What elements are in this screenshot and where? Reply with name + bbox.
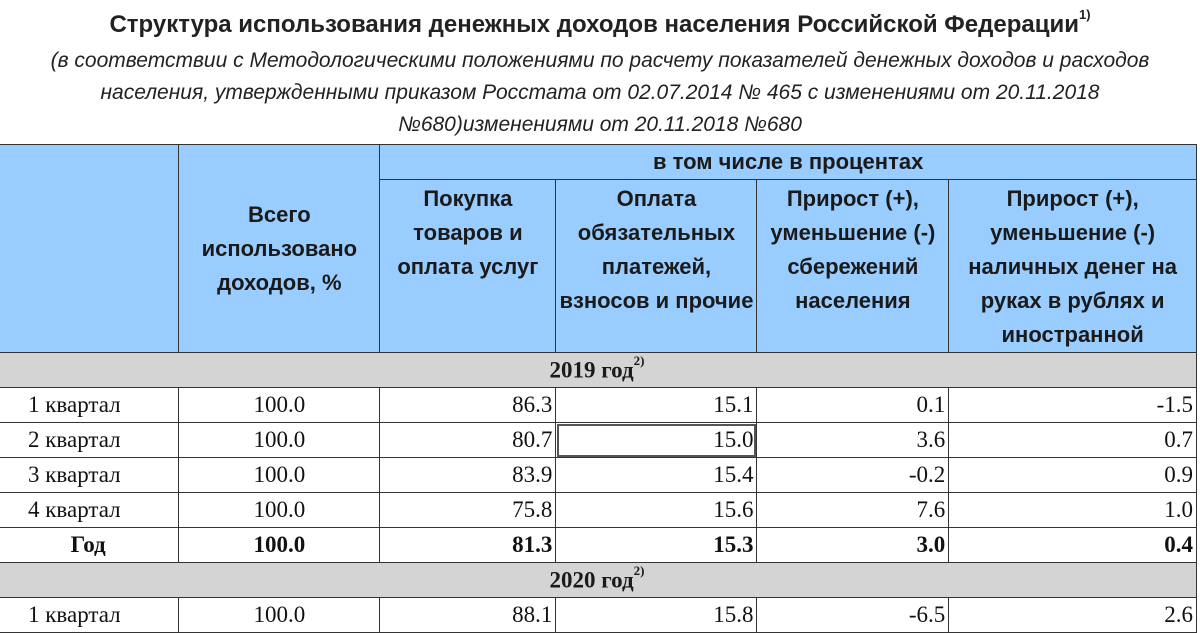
table-row-annual [0,528,1197,563]
year-row [0,353,1197,388]
year-label: 2020 год [549,567,634,593]
header-savings [757,180,949,353]
header-savings-text: Прирост (+), уменьшение (-) сбережений населения [770,186,936,313]
table-row [0,423,1197,458]
cell-savings: -0.2 [757,458,949,493]
cell-cash: 1.0 [949,493,1197,528]
income-structure-table [0,144,1197,633]
row-label: 1 квартал [0,598,179,633]
subtitle-line: №680)изменениями от 20.11.2018 №680 [398,113,802,136]
header-purchase-text: Покупка товаров и оплата услуг [397,186,539,279]
cell-cash: 0.4 [949,528,1197,563]
cell-total: 100.0 [179,528,380,563]
year-row [0,563,1197,598]
row-label: Год [0,528,179,563]
cell-purchase: 81.3 [380,528,556,563]
cell-payments-selected[interactable]: 15.0 [556,423,757,458]
header-cash [949,180,1197,353]
cell-payments: 15.3 [556,528,757,563]
subtitle-line: населения, утвержденными приказом Росстата от 02.07.2014 № 465 с изменениями от 20.11.2018 [100,81,1100,104]
subtitle-line: (в соответствии с Методологическими положениями по расчету показателей денежных доходов и расходов [50,49,1150,72]
cell-cash: -1.5 [949,388,1197,423]
cell-total: 100.0 [179,423,380,458]
cell-total: 100.0 [179,598,380,633]
table-row [0,388,1197,423]
title-text: Структура использования денежных доходов населения Российской Федерации [109,11,1079,38]
header-total [179,145,380,353]
cell-total: 100.0 [179,388,380,423]
year-cell [0,563,1197,598]
header-cash-text: Прирост (+), уменьшение (-) наличных денег на руках в рублях и иностранной [968,186,1177,347]
year-label: 2019 год [549,357,634,383]
cell-total: 100.0 [179,458,380,493]
title-footnote: 1) [1079,7,1091,22]
cell-payments: 15.6 [556,493,757,528]
year-footnote: 2) [633,352,645,368]
cell-cash: 0.7 [949,423,1197,458]
cell-payments: 15.4 [556,458,757,493]
cell-savings: 3.0 [757,528,949,563]
cell-cash: 0.9 [949,458,1197,493]
header-payments-text: Оплата обязательных платежей, взносов и прочие [559,186,754,313]
row-label: 2 квартал [0,423,179,458]
table-row [0,458,1197,493]
row-label: 4 квартал [0,493,179,528]
cell-cash: 2.6 [949,598,1197,633]
header-payments [556,180,757,353]
row-label: 3 квартал [0,458,179,493]
cell-savings: 0.1 [757,388,949,423]
cell-purchase: 75.8 [380,493,556,528]
header-group [380,145,1197,180]
table-row [0,598,1197,633]
page-title [0,2,1200,42]
cell-payments: 15.8 [556,598,757,633]
cell-purchase: 80.7 [380,423,556,458]
cell-savings: 7.6 [757,493,949,528]
header-purchase [380,180,556,353]
cell-purchase: 86.3 [380,388,556,423]
year-footnote: 2) [633,562,645,578]
cell-payments: 15.1 [556,388,757,423]
header-label-cell [0,145,179,353]
cell-total: 100.0 [179,493,380,528]
header-group-text: в том числе в процентах [653,149,924,174]
table-row [0,493,1197,528]
cell-purchase: 83.9 [380,458,556,493]
header-total-text: Всего использовано доходов, % [201,201,358,295]
year-cell [0,353,1197,388]
cell-savings: -6.5 [757,598,949,633]
row-label: 1 квартал [0,388,179,423]
page-subtitle [0,45,1200,141]
cell-purchase: 88.1 [380,598,556,633]
cell-savings: 3.6 [757,423,949,458]
